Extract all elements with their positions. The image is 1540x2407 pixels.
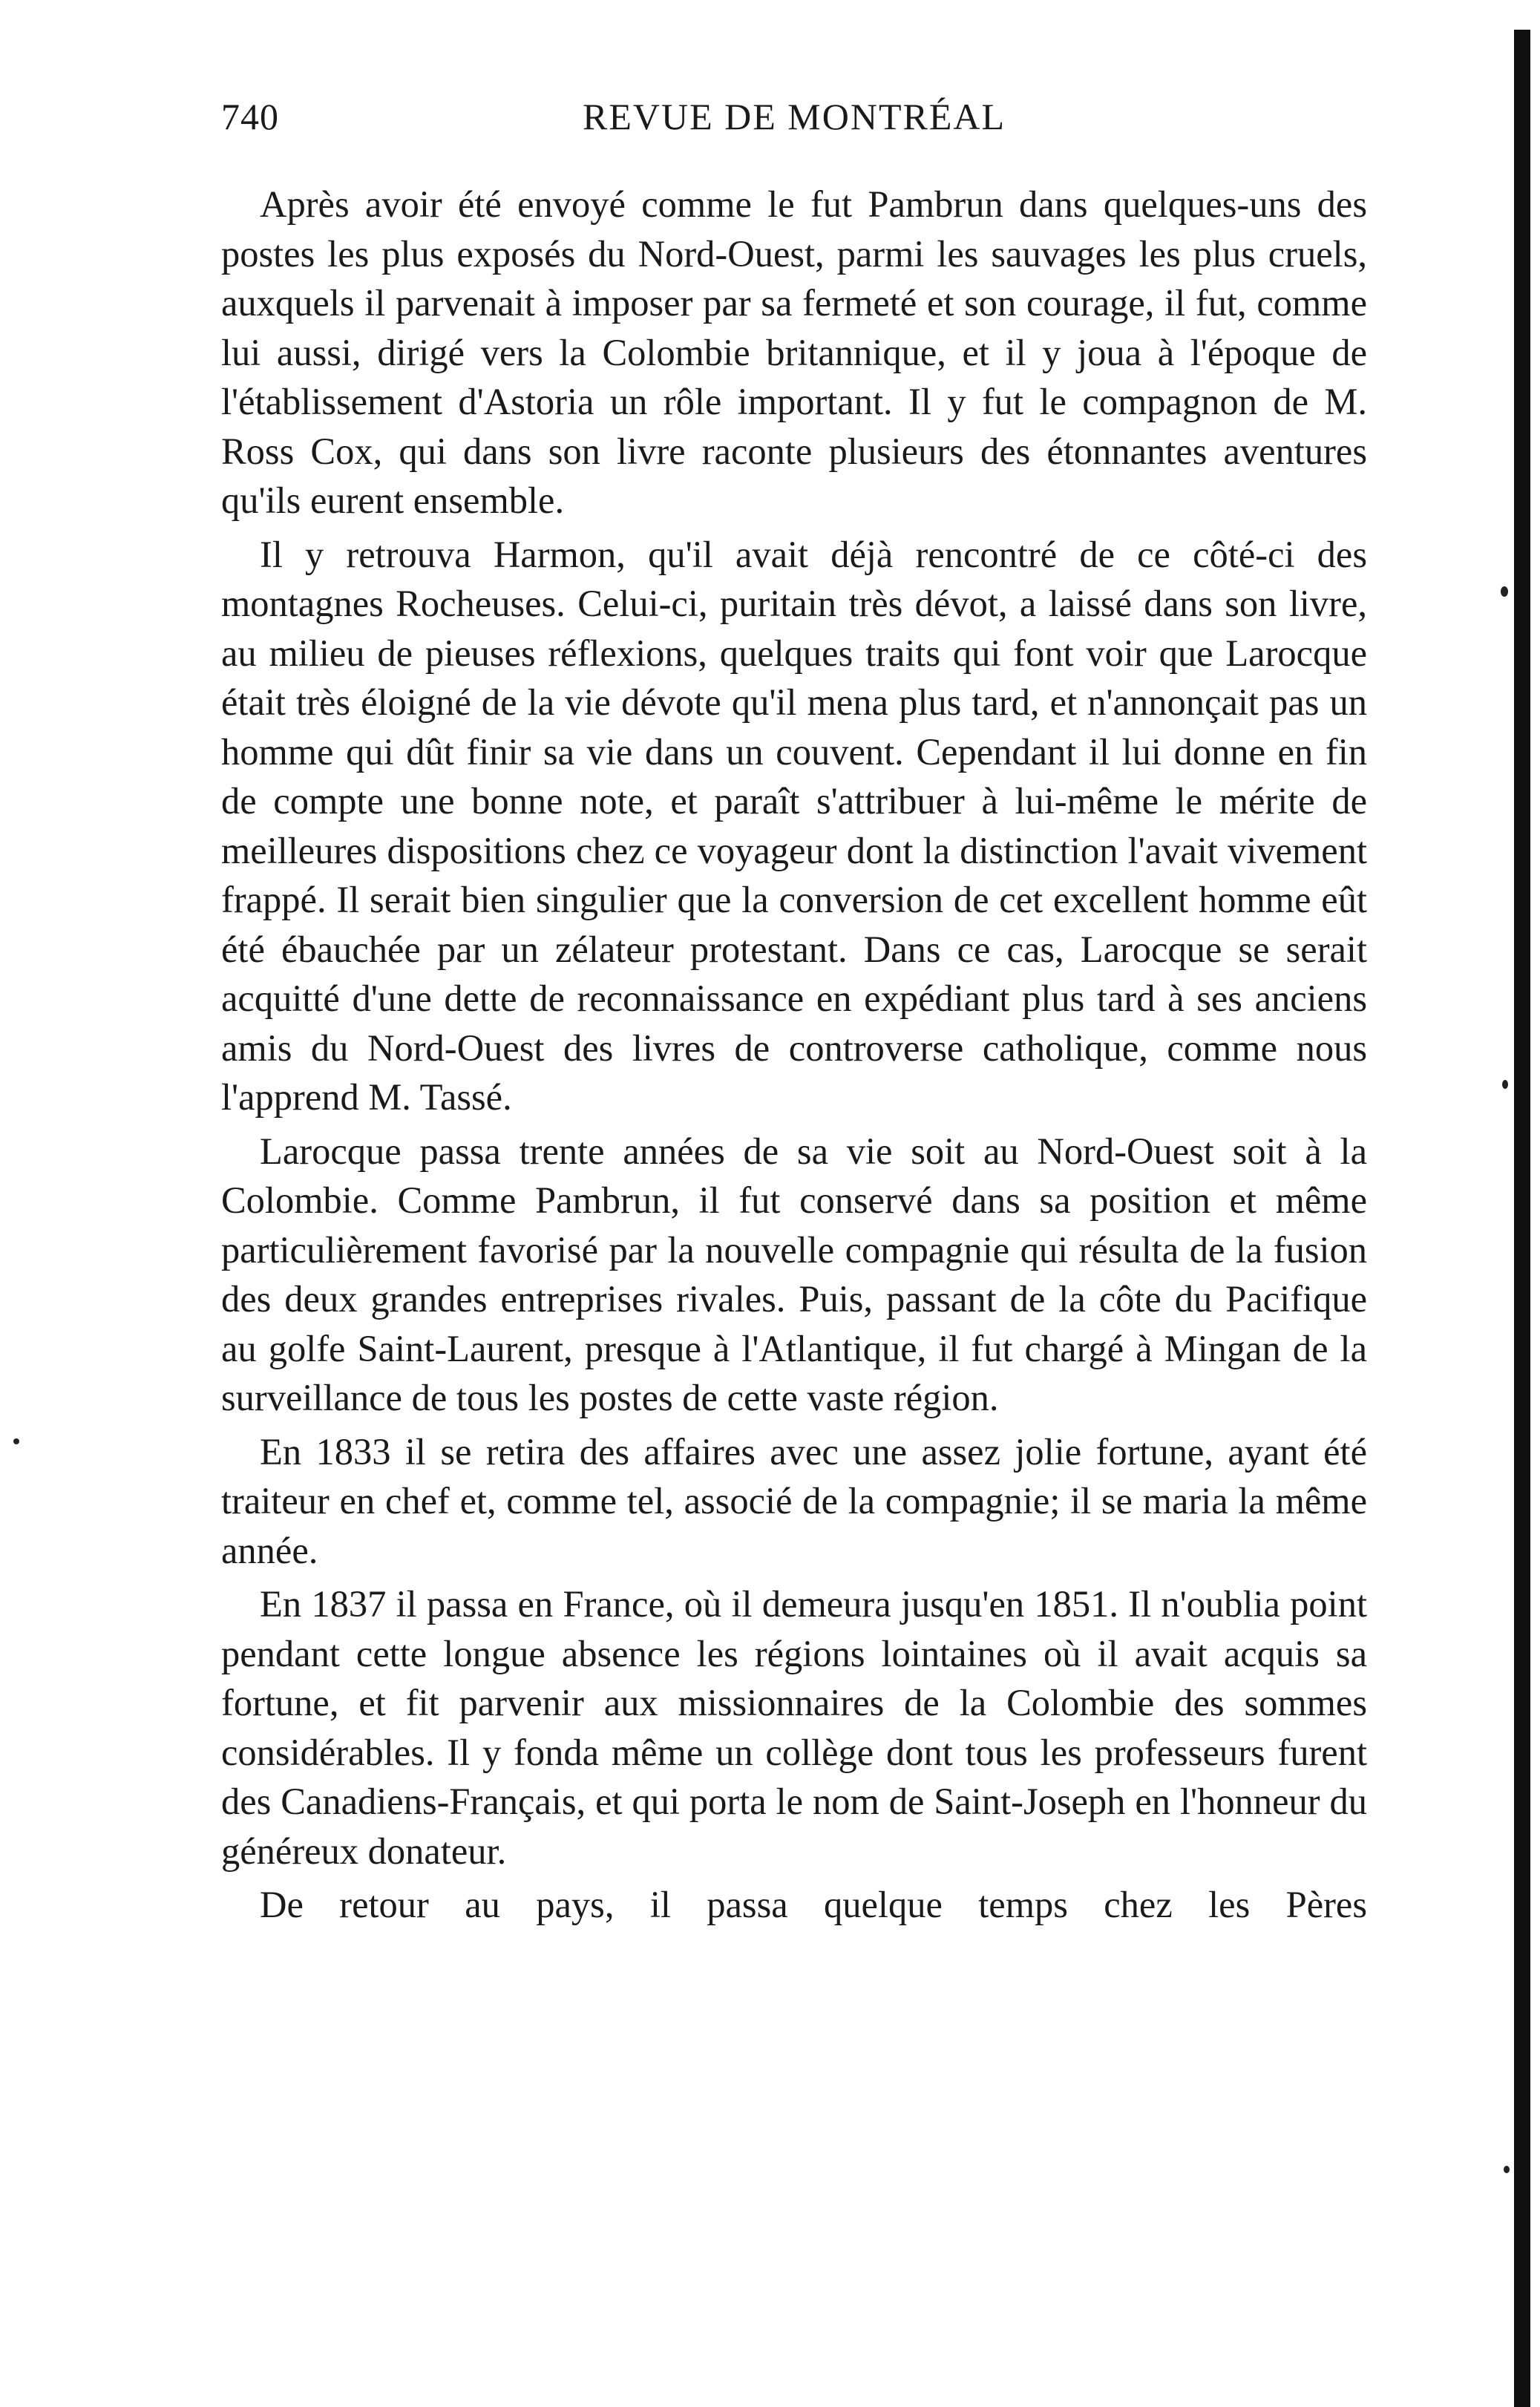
scan-speck <box>1501 586 1508 597</box>
paragraph: En 1833 il se retira des affaires avec une assez jolie fortune, ayant été traiteur en chef et, comme tel, associé de la compagnie; il se maria la même année. <box>221 1430 1367 1571</box>
scan-speck <box>13 1438 19 1444</box>
paragraph: Il y retrouva Harmon, qu'il avait déjà rencontré de ce côté-ci des montagnes Rocheuses. Celui-ci, puritain très dévot, a laissé dans son livre, au milieu de pieuses réflexions, quelques traits qui font voir que Larocque était très éloigné de la vie dévote qu'il mena plus tard, et n'annonçait pas un homme qui dût finir sa vie dans un couvent. Cependant il lui donne en fin de compte une bonne note, et paraît s'attribuer à lui-même le mérite de meilleures dispositions chez ce voyageur dont la distinction l'avait vivement frappé. Il serait bien singulier que la conversion de cet excellent homme eût été ébauchée par un zélateur protestant. Dans ce cas, Larocque se serait acquitté d'une dette de reconnaissance en expédiant plus tard à ses anciens amis du Nord-Ouest des livres de controverse catholique, comme nous l'apprend M. Tassé. <box>221 533 1367 1118</box>
paragraph: Larocque passa trente années de sa vie soit au Nord-Ouest soit à la Colombie. Comme Pambrun, il fut conservé dans sa position et même particulièrement favorisé par la nouvelle compagnie qui résulta de la fusion des deux grandes entreprises rivales. Puis, passant de la côte du Pacifique au golfe Saint-Laurent, presque à l'Atlantique, il fut chargé à Mingan de la surveillance de tous les postes de cette vaste région. <box>221 1130 1367 1418</box>
paragraph: En 1837 il passa en France, où il demeura jusqu'en 1851. Il n'oublia point pendant cette longue absence les régions lointaines où il avait acquis sa fortune, et fit parvenir aux missionnaires de la Colombie des sommes considérables. Il y fonda même un collège dont tous les professeurs furent des Canadiens-Français, et qui porta le nom de Saint-Joseph en l'honneur du généreux donateur. <box>221 1583 1367 1872</box>
running-title: REVUE DE MONTRÉAL <box>582 96 1006 137</box>
paragraph: De retour au pays, il passa quelque temps chez les Pères <box>260 1884 1367 1925</box>
paragraph: Après avoir été envoyé comme le fut Pambrun dans quelques-uns des postes les plus exposés du Nord-Ouest, parmi les sauvages les plus cruels, auxquels il parvenait à imposer par sa fermeté et son courage, il fut, comme lui aussi, dirigé vers la Colombie britannique, et il y joua à l'époque de l'établissement d'Astoria un rôle important. Il y fut le compagnon de M. Ross Cox, qui dans son livre raconte plusieurs des étonnantes aventures qu'ils eurent ensemble. <box>221 183 1367 521</box>
page-number: 740 <box>221 96 279 137</box>
page-header <box>221 95 1367 154</box>
page-edge-shadow <box>1514 30 1530 2407</box>
scan-speck <box>1502 1080 1508 1089</box>
body-text <box>221 180 1367 1934</box>
scan-speck <box>1504 2166 1510 2173</box>
